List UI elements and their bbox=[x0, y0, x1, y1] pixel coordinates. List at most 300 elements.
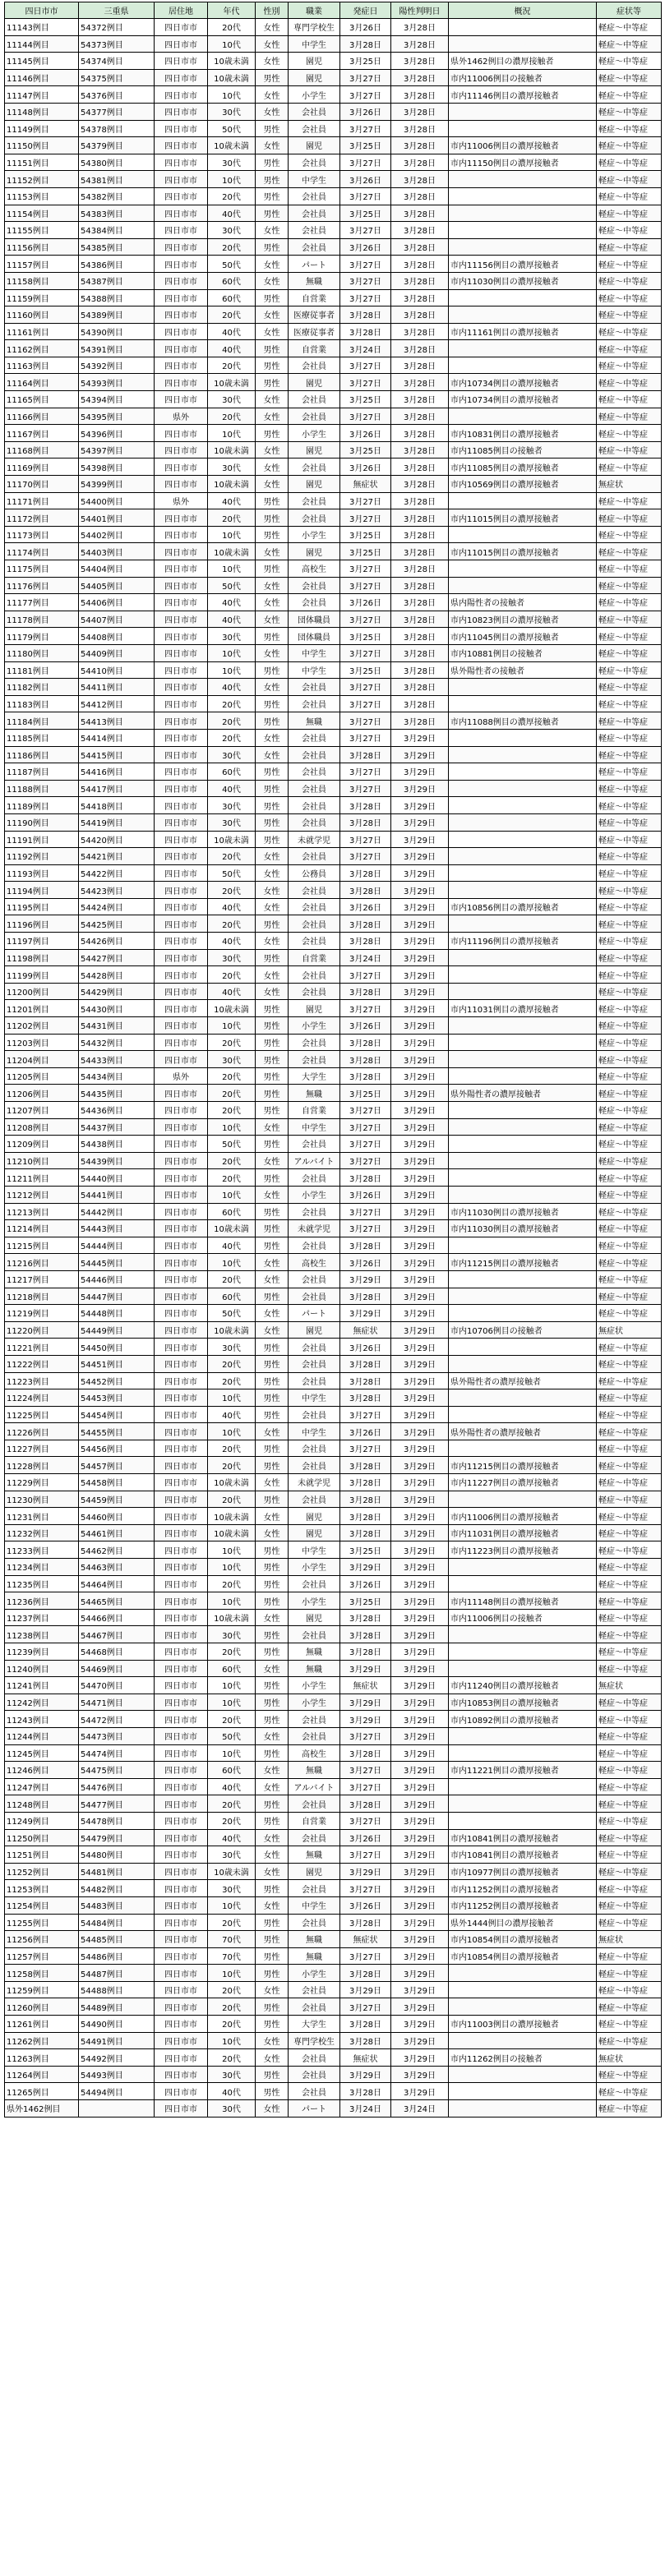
occupation-cell: 無職 bbox=[289, 712, 340, 730]
mie-no-cell: 54462例目 bbox=[79, 1541, 155, 1559]
yokkaichi-no-cell: 11235例目 bbox=[5, 1575, 79, 1592]
age-cell: 40代 bbox=[208, 933, 256, 950]
sex-cell: 男性 bbox=[256, 171, 289, 188]
symptoms-cell: 軽症～中等症 bbox=[597, 441, 662, 459]
summary-cell bbox=[449, 1812, 597, 1829]
age-cell: 50代 bbox=[208, 864, 256, 882]
yokkaichi-no-cell: 11206例目 bbox=[5, 1085, 79, 1102]
table-row bbox=[5, 1778, 662, 1795]
residence-cell: 四日市市 bbox=[155, 103, 208, 120]
symptoms-cell: 軽症～中等症 bbox=[597, 813, 662, 831]
yokkaichi-no-cell: 11250例目 bbox=[5, 1829, 79, 1846]
age-cell: 10歳未満 bbox=[208, 1474, 256, 1491]
occupation-cell: 園児 bbox=[289, 69, 340, 86]
age-cell: 60代 bbox=[208, 1660, 256, 1677]
summary-cell: 市内11030例目の濃厚接触者 bbox=[449, 1203, 597, 1220]
table-row bbox=[5, 103, 662, 120]
residence-cell: 四日市市 bbox=[155, 594, 208, 611]
age-cell: 40代 bbox=[208, 492, 256, 509]
onset-date-cell: 3月28日 bbox=[340, 1508, 391, 1525]
occupation-cell: 自営業 bbox=[289, 949, 340, 966]
residence-cell: 四日市市 bbox=[155, 1237, 208, 1254]
sex-cell: 女性 bbox=[256, 1321, 289, 1339]
occupation-cell: 中学生 bbox=[289, 1896, 340, 1914]
residence-cell: 四日市市 bbox=[155, 1034, 208, 1051]
residence-cell: 四日市市 bbox=[155, 1947, 208, 1965]
sex-cell: 女性 bbox=[256, 272, 289, 289]
positive-date-cell: 3月29日 bbox=[391, 1677, 449, 1694]
onset-date-cell: 3月28日 bbox=[340, 813, 391, 831]
occupation-cell: 園児 bbox=[289, 137, 340, 154]
yokkaichi-no-cell: 11169例目 bbox=[5, 459, 79, 476]
mie-no-cell: 54483例目 bbox=[79, 1896, 155, 1914]
occupation-cell: 園児 bbox=[289, 1321, 340, 1339]
residence-cell: 四日市市 bbox=[155, 1559, 208, 1576]
mie-no-cell: 54429例目 bbox=[79, 983, 155, 1000]
positive-date-cell: 3月29日 bbox=[391, 1136, 449, 1153]
occupation-cell: 会社員 bbox=[289, 763, 340, 781]
onset-date-cell: 3月26日 bbox=[340, 594, 391, 611]
summary-cell bbox=[449, 306, 597, 324]
symptoms-cell: 無症状 bbox=[597, 1677, 662, 1694]
residence-cell: 四日市市 bbox=[155, 2066, 208, 2083]
occupation-cell: 自営業 bbox=[289, 340, 340, 357]
onset-date-cell: 3月27日 bbox=[340, 1727, 391, 1744]
positive-date-cell: 3月28日 bbox=[391, 644, 449, 661]
mie-no-cell: 54456例目 bbox=[79, 1440, 155, 1457]
onset-date-cell: 3月24日 bbox=[340, 949, 391, 966]
age-cell: 20代 bbox=[208, 306, 256, 324]
mie-no-cell: 54443例目 bbox=[79, 1220, 155, 1237]
yokkaichi-no-cell: 11252例目 bbox=[5, 1863, 79, 1880]
summary-cell: 県外1444例目の濃厚接触者 bbox=[449, 1914, 597, 1931]
yokkaichi-no-cell: 11261例目 bbox=[5, 2016, 79, 2033]
sex-cell: 女性 bbox=[256, 1305, 289, 1322]
positive-date-cell: 3月28日 bbox=[391, 171, 449, 188]
mie-no-cell bbox=[79, 2100, 155, 2117]
symptoms-cell: 軽症～中等症 bbox=[597, 1559, 662, 1576]
mie-no-cell: 54486例目 bbox=[79, 1947, 155, 1965]
mie-no-cell: 54447例目 bbox=[79, 1288, 155, 1305]
onset-date-cell: 3月27日 bbox=[340, 1203, 391, 1220]
residence-cell: 四日市市 bbox=[155, 1372, 208, 1389]
residence-cell: 四日市市 bbox=[155, 2049, 208, 2067]
symptoms-cell: 軽症～中等症 bbox=[597, 1067, 662, 1085]
table-row bbox=[5, 1440, 662, 1457]
sex-cell: 女性 bbox=[256, 1270, 289, 1288]
residence-cell: 四日市市 bbox=[155, 898, 208, 915]
mie-no-cell: 54477例目 bbox=[79, 1795, 155, 1813]
residence-cell: 四日市市 bbox=[155, 1812, 208, 1829]
symptoms-cell: 軽症～中等症 bbox=[597, 628, 662, 645]
summary-cell bbox=[449, 966, 597, 984]
table-row bbox=[5, 1914, 662, 1931]
onset-date-cell: 3月29日 bbox=[340, 1711, 391, 1728]
age-cell: 30代 bbox=[208, 813, 256, 831]
yokkaichi-no-cell: 11237例目 bbox=[5, 1609, 79, 1626]
table-row bbox=[5, 187, 662, 205]
symptoms-cell: 軽症～中等症 bbox=[597, 933, 662, 950]
sex-cell: 女性 bbox=[256, 611, 289, 628]
positive-date-cell: 3月28日 bbox=[391, 69, 449, 86]
age-cell: 30代 bbox=[208, 628, 256, 645]
yokkaichi-no-cell: 11151例目 bbox=[5, 154, 79, 171]
col-header-residence: 居住地 bbox=[155, 2, 208, 19]
residence-cell: 四日市市 bbox=[155, 1744, 208, 1762]
summary-cell: 市内11150例目の濃厚接触者 bbox=[449, 154, 597, 171]
yokkaichi-no-cell: 11262例目 bbox=[5, 2032, 79, 2049]
onset-date-cell: 3月27日 bbox=[340, 577, 391, 594]
table-row bbox=[5, 256, 662, 273]
onset-date-cell: 3月25日 bbox=[340, 1592, 391, 1610]
symptoms-cell: 軽症～中等症 bbox=[597, 492, 662, 509]
sex-cell: 女性 bbox=[256, 2100, 289, 2117]
age-cell: 40代 bbox=[208, 594, 256, 611]
age-cell: 10代 bbox=[208, 1559, 256, 1576]
yokkaichi-no-cell: 11228例目 bbox=[5, 1457, 79, 1474]
summary-cell bbox=[449, 983, 597, 1000]
onset-date-cell: 3月27日 bbox=[340, 120, 391, 137]
mie-no-cell: 54380例目 bbox=[79, 154, 155, 171]
sex-cell: 女性 bbox=[256, 983, 289, 1000]
summary-cell: 市内11030例目の濃厚接触者 bbox=[449, 272, 597, 289]
summary-cell: 市内11085例目の濃厚接触者 bbox=[449, 459, 597, 476]
yokkaichi-no-cell: 11159例目 bbox=[5, 289, 79, 306]
yokkaichi-no-cell: 11210例目 bbox=[5, 1152, 79, 1169]
mie-no-cell: 54423例目 bbox=[79, 882, 155, 899]
occupation-cell: 会社員 bbox=[289, 797, 340, 814]
positive-date-cell: 3月29日 bbox=[391, 1541, 449, 1559]
sex-cell: 男性 bbox=[256, 425, 289, 442]
mie-no-cell: 54391例目 bbox=[79, 340, 155, 357]
positive-date-cell: 3月29日 bbox=[391, 780, 449, 797]
table-row bbox=[5, 1727, 662, 1744]
occupation-cell: 医療従事者 bbox=[289, 323, 340, 340]
residence-cell: 四日市市 bbox=[155, 1914, 208, 1931]
summary-cell: 市内11215例目の濃厚接触者 bbox=[449, 1254, 597, 1271]
occupation-cell: 無職 bbox=[289, 1762, 340, 1779]
residence-cell: 四日市市 bbox=[155, 543, 208, 560]
age-cell: 10代 bbox=[208, 1118, 256, 1136]
yokkaichi-no-cell: 11201例目 bbox=[5, 1000, 79, 1017]
onset-date-cell: 3月28日 bbox=[340, 1643, 391, 1661]
symptoms-cell: 軽症～中等症 bbox=[597, 1914, 662, 1931]
summary-cell bbox=[449, 560, 597, 578]
age-cell: 10歳未満 bbox=[208, 1321, 256, 1339]
symptoms-cell: 軽症～中等症 bbox=[597, 1524, 662, 1541]
onset-date-cell: 3月28日 bbox=[340, 1389, 391, 1407]
age-cell: 20代 bbox=[208, 848, 256, 865]
onset-date-cell: 3月28日 bbox=[340, 1474, 391, 1491]
mie-no-cell: 54481例目 bbox=[79, 1863, 155, 1880]
summary-cell: 市内11223例目の濃厚接触者 bbox=[449, 1541, 597, 1559]
table-row bbox=[5, 19, 662, 36]
positive-date-cell: 3月29日 bbox=[391, 1508, 449, 1525]
summary-cell bbox=[449, 1626, 597, 1643]
summary-cell bbox=[449, 1355, 597, 1372]
residence-cell: 四日市市 bbox=[155, 1288, 208, 1305]
age-cell: 20代 bbox=[208, 408, 256, 425]
onset-date-cell: 3月27日 bbox=[340, 1778, 391, 1795]
mie-no-cell: 54474例目 bbox=[79, 1744, 155, 1762]
symptoms-cell: 軽症～中等症 bbox=[597, 137, 662, 154]
onset-date-cell: 3月26日 bbox=[340, 1186, 391, 1203]
onset-date-cell: 3月26日 bbox=[340, 1017, 391, 1035]
yokkaichi-no-cell: 11239例目 bbox=[5, 1643, 79, 1661]
yokkaichi-no-cell: 11158例目 bbox=[5, 272, 79, 289]
occupation-cell: 団体職員 bbox=[289, 611, 340, 628]
summary-cell bbox=[449, 882, 597, 899]
yokkaichi-no-cell: 11213例目 bbox=[5, 1203, 79, 1220]
age-cell: 10歳未満 bbox=[208, 831, 256, 848]
table-row bbox=[5, 1508, 662, 1525]
residence-cell: 四日市市 bbox=[155, 1829, 208, 1846]
yokkaichi-no-cell: 11196例目 bbox=[5, 915, 79, 933]
residence-cell: 四日市市 bbox=[155, 289, 208, 306]
symptoms-cell: 軽症～中等症 bbox=[597, 1812, 662, 1829]
onset-date-cell: 3月28日 bbox=[340, 1067, 391, 1085]
occupation-cell: 会社員 bbox=[289, 983, 340, 1000]
sex-cell: 女性 bbox=[256, 1524, 289, 1541]
summary-cell bbox=[449, 848, 597, 865]
table-row bbox=[5, 611, 662, 628]
summary-cell bbox=[449, 1965, 597, 1982]
table-row bbox=[5, 661, 662, 679]
positive-date-cell: 3月29日 bbox=[391, 1592, 449, 1610]
summary-cell bbox=[449, 746, 597, 763]
age-cell: 20代 bbox=[208, 238, 256, 256]
mie-no-cell: 54469例目 bbox=[79, 1660, 155, 1677]
positive-date-cell: 3月29日 bbox=[391, 1643, 449, 1661]
residence-cell: 四日市市 bbox=[155, 1203, 208, 1220]
summary-cell bbox=[449, 780, 597, 797]
occupation-cell: 会社員 bbox=[289, 1339, 340, 1356]
positive-date-cell: 3月28日 bbox=[391, 154, 449, 171]
onset-date-cell: 3月27日 bbox=[340, 1136, 391, 1153]
summary-cell bbox=[449, 2083, 597, 2100]
table-row bbox=[5, 543, 662, 560]
summary-cell bbox=[449, 1169, 597, 1187]
yokkaichi-no-cell: 11155例目 bbox=[5, 222, 79, 239]
symptoms-cell: 軽症～中等症 bbox=[597, 154, 662, 171]
mie-no-cell: 54411例目 bbox=[79, 679, 155, 696]
symptoms-cell: 軽症～中等症 bbox=[597, 983, 662, 1000]
summary-cell: 市内11015例目の濃厚接触者 bbox=[449, 509, 597, 527]
summary-cell: 市内10854例目の濃厚接触者 bbox=[449, 1947, 597, 1965]
positive-date-cell: 3月29日 bbox=[391, 1372, 449, 1389]
summary-cell: 市内10841例目の濃厚接触者 bbox=[449, 1846, 597, 1864]
symptoms-cell: 軽症～中等症 bbox=[597, 1254, 662, 1271]
yokkaichi-no-cell: 11244例目 bbox=[5, 1727, 79, 1744]
occupation-cell: 園児 bbox=[289, 374, 340, 391]
summary-cell bbox=[449, 526, 597, 543]
yokkaichi-no-cell: 11212例目 bbox=[5, 1186, 79, 1203]
onset-date-cell: 3月26日 bbox=[340, 1829, 391, 1846]
onset-date-cell: 3月28日 bbox=[340, 1457, 391, 1474]
sex-cell: 女性 bbox=[256, 864, 289, 882]
age-cell: 20代 bbox=[208, 1152, 256, 1169]
age-cell: 50代 bbox=[208, 256, 256, 273]
yokkaichi-no-cell: 11221例目 bbox=[5, 1339, 79, 1356]
symptoms-cell: 軽症～中等症 bbox=[597, 966, 662, 984]
yokkaichi-no-cell: 11265例目 bbox=[5, 2083, 79, 2100]
yokkaichi-no-cell: 11194例目 bbox=[5, 882, 79, 899]
table-row bbox=[5, 1389, 662, 1407]
mie-no-cell: 54401例目 bbox=[79, 509, 155, 527]
symptoms-cell: 軽症～中等症 bbox=[597, 306, 662, 324]
residence-cell: 四日市市 bbox=[155, 1998, 208, 2016]
symptoms-cell: 軽症～中等症 bbox=[597, 526, 662, 543]
table-row bbox=[5, 1067, 662, 1085]
occupation-cell: 会社員 bbox=[289, 1457, 340, 1474]
occupation-cell: 無職 bbox=[289, 1660, 340, 1677]
table-row bbox=[5, 272, 662, 289]
table-row bbox=[5, 644, 662, 661]
sex-cell: 女性 bbox=[256, 1863, 289, 1880]
sex-cell: 男性 bbox=[256, 1136, 289, 1153]
age-cell: 70代 bbox=[208, 1947, 256, 1965]
summary-cell bbox=[449, 1389, 597, 1407]
mie-no-cell: 54467例目 bbox=[79, 1626, 155, 1643]
residence-cell: 四日市市 bbox=[155, 459, 208, 476]
yokkaichi-no-cell: 11189例目 bbox=[5, 797, 79, 814]
occupation-cell: 大学生 bbox=[289, 1067, 340, 1085]
symptoms-cell: 無症状 bbox=[597, 1931, 662, 1948]
symptoms-cell: 軽症～中等症 bbox=[597, 1355, 662, 1372]
occupation-cell: 会社員 bbox=[289, 1914, 340, 1931]
mie-no-cell: 54381例目 bbox=[79, 171, 155, 188]
age-cell: 10代 bbox=[208, 1592, 256, 1610]
yokkaichi-no-cell: 11174例目 bbox=[5, 543, 79, 560]
positive-date-cell: 3月28日 bbox=[391, 391, 449, 408]
summary-cell bbox=[449, 222, 597, 239]
yokkaichi-no-cell: 11148例目 bbox=[5, 103, 79, 120]
mie-no-cell: 54449例目 bbox=[79, 1321, 155, 1339]
yokkaichi-no-cell: 11242例目 bbox=[5, 1694, 79, 1711]
sex-cell: 女性 bbox=[256, 137, 289, 154]
mie-no-cell: 54419例目 bbox=[79, 813, 155, 831]
sex-cell: 女性 bbox=[256, 1254, 289, 1271]
summary-cell bbox=[449, 1186, 597, 1203]
mie-no-cell: 54409例目 bbox=[79, 644, 155, 661]
age-cell: 60代 bbox=[208, 1288, 256, 1305]
positive-date-cell: 3月29日 bbox=[391, 1965, 449, 1982]
mie-no-cell: 54440例目 bbox=[79, 1169, 155, 1187]
sex-cell: 男性 bbox=[256, 1406, 289, 1423]
onset-date-cell: 3月26日 bbox=[340, 238, 391, 256]
positive-date-cell: 3月28日 bbox=[391, 509, 449, 527]
sex-cell: 女性 bbox=[256, 966, 289, 984]
residence-cell: 四日市市 bbox=[155, 1118, 208, 1136]
summary-cell: 市内11006例目の濃厚接触者 bbox=[449, 137, 597, 154]
age-cell: 20代 bbox=[208, 882, 256, 899]
sex-cell: 男性 bbox=[256, 915, 289, 933]
occupation-cell: 小学生 bbox=[289, 1559, 340, 1576]
summary-cell: 市内11031例目の濃厚接触者 bbox=[449, 1000, 597, 1017]
table-row bbox=[5, 86, 662, 104]
occupation-cell: 園児 bbox=[289, 441, 340, 459]
sex-cell: 女性 bbox=[256, 644, 289, 661]
occupation-cell: 無職 bbox=[289, 1643, 340, 1661]
yokkaichi-no-cell: 11185例目 bbox=[5, 729, 79, 746]
occupation-cell: 園児 bbox=[289, 476, 340, 493]
age-cell: 40代 bbox=[208, 1778, 256, 1795]
occupation-cell: 園児 bbox=[289, 1609, 340, 1626]
positive-date-cell: 3月29日 bbox=[391, 1778, 449, 1795]
symptoms-cell: 軽症～中等症 bbox=[597, 1981, 662, 1998]
symptoms-cell: 軽症～中等症 bbox=[597, 120, 662, 137]
onset-date-cell: 無症状 bbox=[340, 1677, 391, 1694]
symptoms-cell: 軽症～中等症 bbox=[597, 729, 662, 746]
occupation-cell: 園児 bbox=[289, 543, 340, 560]
summary-cell bbox=[449, 763, 597, 781]
summary-cell: 市内11262例目の接触者 bbox=[449, 2049, 597, 2067]
onset-date-cell: 3月24日 bbox=[340, 340, 391, 357]
yokkaichi-no-cell: 11224例目 bbox=[5, 1389, 79, 1407]
symptoms-cell: 軽症～中等症 bbox=[597, 1186, 662, 1203]
occupation-cell: 会社員 bbox=[289, 933, 340, 950]
yokkaichi-no-cell: 11253例目 bbox=[5, 1880, 79, 1897]
yokkaichi-no-cell: 11188例目 bbox=[5, 780, 79, 797]
positive-date-cell: 3月29日 bbox=[391, 763, 449, 781]
positive-date-cell: 3月28日 bbox=[391, 712, 449, 730]
onset-date-cell: 3月29日 bbox=[340, 1694, 391, 1711]
symptoms-cell: 軽症～中等症 bbox=[597, 1947, 662, 1965]
residence-cell: 四日市市 bbox=[155, 1440, 208, 1457]
yokkaichi-no-cell: 11227例目 bbox=[5, 1440, 79, 1457]
yokkaichi-no-cell: 11203例目 bbox=[5, 1034, 79, 1051]
positive-date-cell: 3月29日 bbox=[391, 1321, 449, 1339]
residence-cell: 四日市市 bbox=[155, 1643, 208, 1661]
age-cell: 10代 bbox=[208, 526, 256, 543]
symptoms-cell: 軽症～中等症 bbox=[597, 1372, 662, 1389]
occupation-cell: 中学生 bbox=[289, 1541, 340, 1559]
symptoms-cell: 軽症～中等症 bbox=[597, 797, 662, 814]
residence-cell: 四日市市 bbox=[155, 1626, 208, 1643]
age-cell: 40代 bbox=[208, 1406, 256, 1423]
summary-cell: 県外陽性者の接触者 bbox=[449, 661, 597, 679]
mie-no-cell: 54434例目 bbox=[79, 1067, 155, 1085]
sex-cell: 女性 bbox=[256, 933, 289, 950]
age-cell: 20代 bbox=[208, 1102, 256, 1119]
occupation-cell: 会社員 bbox=[289, 1491, 340, 1508]
symptoms-cell: 軽症～中等症 bbox=[597, 1017, 662, 1035]
residence-cell: 四日市市 bbox=[155, 340, 208, 357]
symptoms-cell: 軽症～中等症 bbox=[597, 256, 662, 273]
mie-no-cell: 54435例目 bbox=[79, 1085, 155, 1102]
positive-date-cell: 3月29日 bbox=[391, 1102, 449, 1119]
onset-date-cell: 3月28日 bbox=[340, 2083, 391, 2100]
onset-date-cell: 3月27日 bbox=[340, 763, 391, 781]
onset-date-cell: 3月28日 bbox=[340, 1795, 391, 1813]
table-row bbox=[5, 1288, 662, 1305]
residence-cell: 四日市市 bbox=[155, 1694, 208, 1711]
age-cell: 40代 bbox=[208, 2083, 256, 2100]
mie-no-cell: 54377例目 bbox=[79, 103, 155, 120]
residence-cell: 四日市市 bbox=[155, 2100, 208, 2117]
residence-cell: 四日市市 bbox=[155, 1778, 208, 1795]
symptoms-cell: 軽症～中等症 bbox=[597, 1000, 662, 1017]
table-row bbox=[5, 1423, 662, 1440]
mie-no-cell: 54457例目 bbox=[79, 1457, 155, 1474]
yokkaichi-no-cell: 11229例目 bbox=[5, 1474, 79, 1491]
symptoms-cell: 無症状 bbox=[597, 1321, 662, 1339]
onset-date-cell: 3月27日 bbox=[340, 1762, 391, 1779]
yokkaichi-no-cell: 11205例目 bbox=[5, 1067, 79, 1085]
sex-cell: 男性 bbox=[256, 1288, 289, 1305]
residence-cell: 四日市市 bbox=[155, 1575, 208, 1592]
occupation-cell: アルバイト bbox=[289, 1778, 340, 1795]
